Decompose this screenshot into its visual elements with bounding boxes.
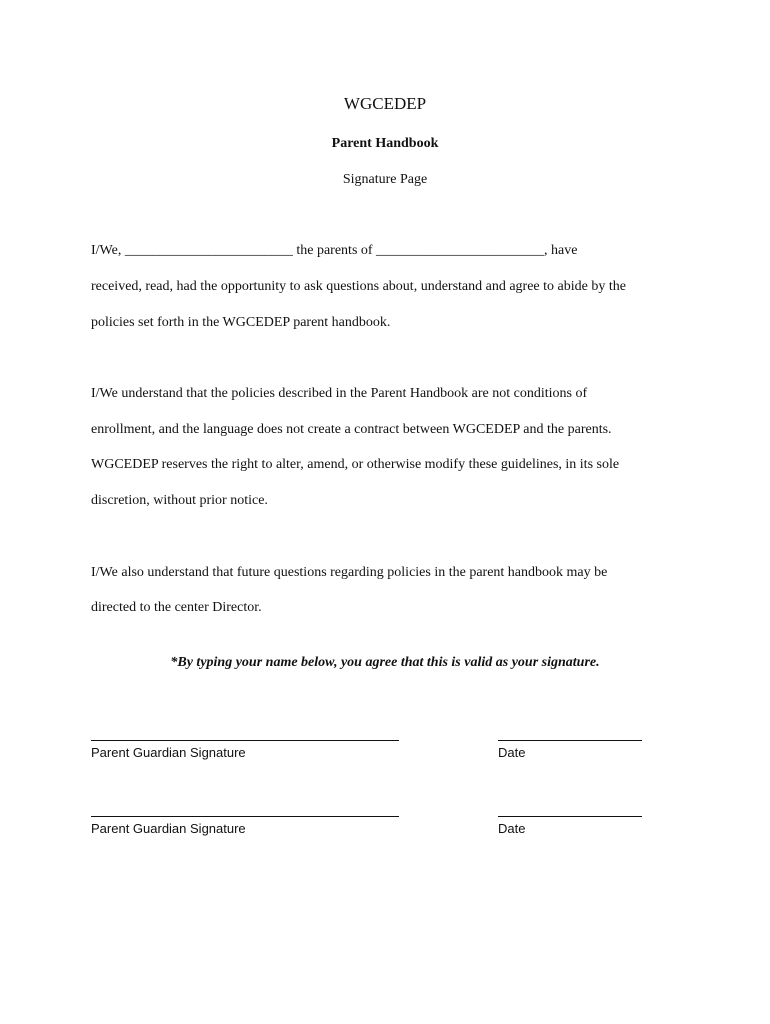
paragraph-1-line-3: policies set forth in the WGCEDEP parent handbook. (91, 315, 391, 330)
paragraph-2-line-4: discretion, without prior notice. (91, 493, 268, 508)
document-title: Parent Handbook (331, 136, 439, 151)
document-subtitle: Signature Page (342, 172, 428, 187)
paragraph-3-line-1: I/We also understand that future questions regarding policies in the parent handbook may be (91, 565, 608, 580)
date-label-1: Date (498, 745, 526, 760)
signature-line-2[interactable] (91, 816, 399, 817)
paragraph-2-line-2: enrollment, and the language does not create a contract between WGCEDEP and the parents. (91, 422, 612, 437)
paragraph-3-line-2: directed to the center Director. (91, 600, 262, 615)
organization-title: WGCEDEP (343, 94, 427, 113)
paragraph-1-line-2: received, read, had the opportunity to ask questions about, understand and agree to abide by the (91, 279, 626, 294)
signature-label-2: Parent Guardian Signature (91, 821, 246, 836)
date-label-2: Date (498, 821, 526, 836)
paragraph-2-line-3: WGCEDEP reserves the right to alter, amend, or otherwise modify these guidelines, in its sole (91, 457, 620, 472)
signature-notice: *By typing your name below, you agree that this is valid as your signature. (170, 655, 600, 670)
date-line-1[interactable] (498, 740, 642, 741)
signature-label-1: Parent Guardian Signature (91, 745, 246, 760)
paragraph-2-line-1: I/We understand that the policies described in the Parent Handbook are not conditions of (91, 386, 588, 401)
paragraph-1-line-1: I/We, ________________________ the parents of ________________________, have (91, 243, 578, 258)
date-line-2[interactable] (498, 816, 642, 817)
signature-line-1[interactable] (91, 740, 399, 741)
